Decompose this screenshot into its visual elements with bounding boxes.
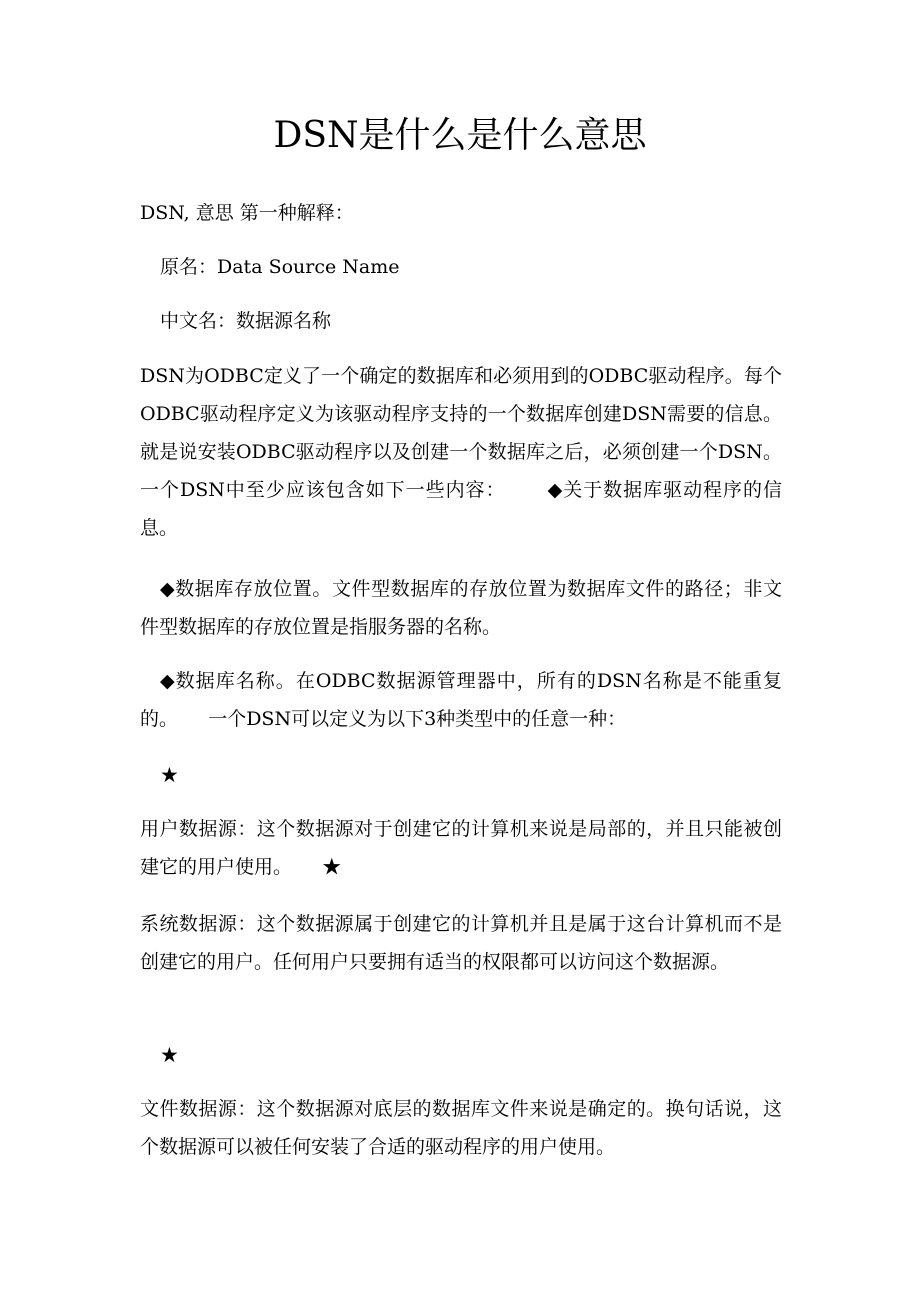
page-title: DSN是什么是什么意思 bbox=[273, 115, 647, 156]
paragraph-original-name: 原名：Data Source Name bbox=[160, 256, 400, 278]
paragraph-dsn-definition: DSN为ODBC定义了一个确定的数据库和必须用到的ODBC驱动程序。每个ODBC驱动程序定义为该驱动程序支持的一个数据库创建DSN需要的信息。就是说安装ODBC驱动程序以及创建一个数据库之后，必须创建一个DSN。 一个DSN中至少应该包含如下一些内容： ◆关于数据库驱动程序的信息。 bbox=[140, 365, 819, 539]
paragraph-chinese-name: 中文名：数据源名称 bbox=[160, 310, 332, 332]
paragraph-system-dsn: 系统数据源：这个数据源属于创建它的计算机并且是属于这台计算机而不是创建它的用户。任何用户只要拥有适当的权限都可以访问这个数据源。 bbox=[140, 913, 782, 973]
star-bullet-1: ★ bbox=[160, 763, 179, 787]
paragraph-user-dsn: 用户数据源：这个数据源对于创建它的计算机来说是局部的，并且只能被创建它的用户使用。 ★ bbox=[140, 818, 782, 878]
paragraph-intro: DSN, 意思 第一种解释： bbox=[140, 202, 354, 224]
star-bullet-2: ★ bbox=[160, 1043, 179, 1067]
paragraph-file-dsn: 文件数据源：这个数据源对底层的数据库文件来说是确定的。换句话说，这个数据源可以被任何安装了合适的驱动程序的用户使用。 bbox=[140, 1098, 782, 1158]
paragraph-storage-location: ◆数据库存放位置。文件型数据库的存放位置为数据库文件的路径；非文件型数据库的存放位置是指服务器的名称。 bbox=[140, 578, 782, 638]
paragraph-database-name: ◆数据库名称。在ODBC数据源管理器中，所有的DSN名称是不能重复的。 一个DSN可以定义为以下3种类型中的任意一种： bbox=[140, 670, 782, 730]
